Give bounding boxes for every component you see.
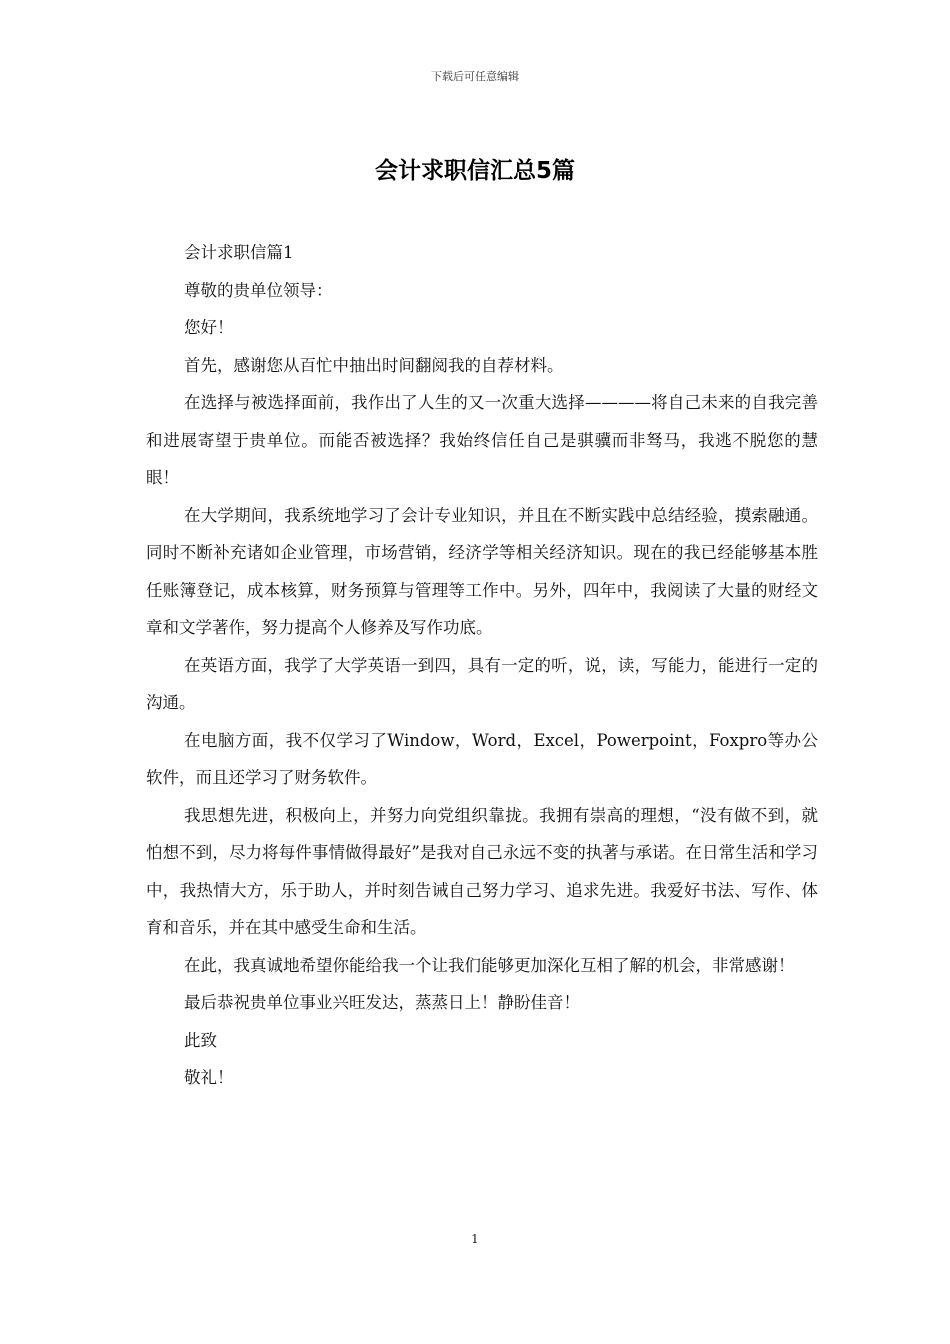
closing-cizhi: 此致	[184, 1030, 217, 1050]
closing-wishes: 最后恭祝贵单位事业兴旺发达，蒸蒸日上！静盼佳音！	[184, 993, 580, 1012]
body-paragraph: 在英语方面，我学了大学英语一到四，具有一定的听，说，读，写能力，能进行一定的沟通。	[146, 655, 818, 712]
body-paragraph: 在大学期间，我系统地学习了会计专业知识，并且在不断实践中总结经验，摸索融通。同时不断补充诸如企业管理，市场营销，经济学等相关经济知识。现在的我已经能够基本胜任账簿登记，成本核算，财务预算与管理等工作中。另外，四年中，我阅读了大量的财经文章和文学著作，努力提高个人修养及写作功底。	[146, 505, 818, 637]
body-paragraph: 我思想先进，积极向上，并努力向党组织靠拢。我拥有崇高的理想，“没有做不到，就怕想不到，尽力将每件事情做得最好”是我对自己永远不变的执著与承诺。在日常生活和学习中，我热情大方，乐于助人，并时刻告诫自己努力学习、追求先进。我爱好书法、写作、体育和音乐，并在其中感受生命和生活。	[146, 805, 818, 937]
header-note: 下载后可任意编辑	[431, 70, 519, 83]
document-title: 会计求职信汇总5篇	[374, 158, 575, 184]
body-paragraph: 首先，感谢您从百忙中抽出时间翻阅我的自荐材料。	[184, 355, 564, 375]
body-paragraph: 在此，我真诚地希望你能给我一个让我们能够更加深化互相了解的机会，非常感谢！	[184, 955, 795, 975]
letter-salutation: 尊敬的贵单位领导：	[184, 280, 333, 300]
body-paragraph: 在电脑方面，我不仅学习了Window，Word，Excel，Powerpoint，Foxpro等办公软件，而且还学习了财务软件。	[146, 730, 818, 787]
letter-greeting: 您好！	[184, 318, 234, 337]
closing-jingli: 敬礼！	[184, 1068, 234, 1087]
page-number: 1	[471, 1232, 479, 1246]
body-paragraph: 在选择与被选择面前，我作出了人生的又一次重大选择————将自己未来的自我完善和进展寄望于贵单位。而能否被选择？我始终信任自己是骐骥而非驽马，我逃不脱您的慧眼！	[146, 393, 818, 487]
document-body	[146, 234, 818, 1097]
letter-heading: 会计求职信篇1	[184, 243, 294, 262]
